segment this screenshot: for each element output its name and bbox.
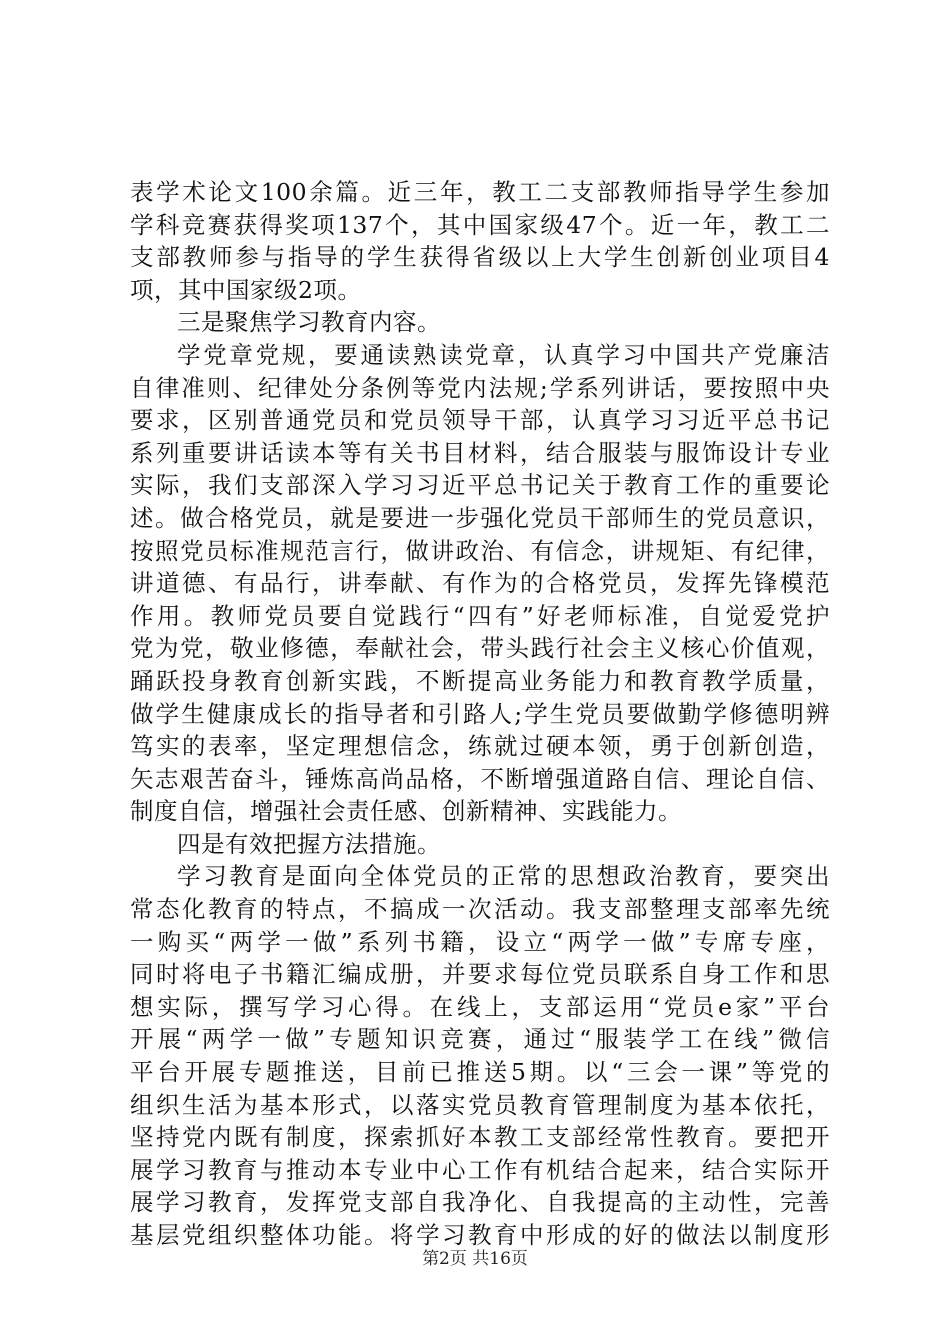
text-line: 系列重要讲话读本等有关书目材料，结合服装与服饰设计专业 [130,438,830,467]
text-line: 想实际，撰写学习心得。在线上，支部运用“党员e家”平台 [130,992,830,1021]
text-line: 项，其中国家级2项。 [130,275,362,304]
page-number: 第2页 共16页 [422,1249,528,1269]
text-line: 一购买“两学一做”系列书籍，设立“两学一做”专席专座， [130,927,830,956]
text-line: 支部教师参与指导的学生获得省级以上大学生创新创业项目4 [130,243,830,272]
text-line: 实际，我们支部深入学习习近平总书记关于教育工作的重要论 [130,471,830,500]
text-line: 按照党员标准规范言行，做讲政治、有信念，讲规矩、有纪律， [130,536,830,565]
text-line: 基层党组织整体功能。将学习教育中形成的好的做法以制度形 [130,1221,830,1249]
text-line: 学习教育是面向全体党员的正常的思想政治教育，要突出 [177,862,830,891]
text-line: 学科竞赛获得奖项137个，其中国家级47个。近一年，教工二 [130,210,830,239]
page-footer [0,1247,950,1271]
text-line: 讲道德、有品行，讲奉献、有作为的合格党员，发挥先锋模范 [130,569,830,598]
text-line: 要求，区别普通党员和党员领导干部，认真学习习近平总书记 [130,406,830,435]
text-line: 表学术论文100余篇。近三年，教工二支部教师指导学生参加 [130,178,830,206]
text-line: 平台开展专题推送，目前已推送5期。以“三会一课”等党的 [130,1058,830,1087]
text-line: 矢志艰苦奋斗，锤炼高尚品格，不断增强道路自信、理论自信、 [130,764,830,793]
text-line: 党为党，敬业修德，奉献社会，带头践行社会主义核心价值观， [130,634,830,663]
text-line: 述。做合格党员，就是要进一步强化党员干部师生的党员意识， [130,503,830,532]
text-line: 同时将电子书籍汇编成册，并要求每位党员联系自身工作和思 [130,960,830,989]
text-line: 做学生健康成长的指导者和引路人;学生党员要做勤学修德明辨 [130,699,830,728]
text-line: 学党章党规，要通读熟读党章，认真学习中国共产党廉洁 [177,340,830,369]
text-line: 自律准则、纪律处分条例等党内法规;学系列讲话，要按照中央 [130,373,830,402]
text-line: 展学习教育与推动本专业中心工作有机结合起来，结合实际开 [130,1155,830,1184]
text-line: 踊跃投身教育创新实践，不断提高业务能力和教育教学质量， [130,666,830,695]
text-line: 四是有效把握方法措施。 [177,829,441,858]
document-body [130,176,830,1252]
text-line: 制度自信，增强社会责任感、创新精神、实践能力。 [130,797,682,826]
text-line: 组织生活为基本形式，以落实党员教育管理制度为基本依托， [130,1090,830,1119]
text-line: 展学习教育，发挥党支部自我净化、自我提高的主动性，完善 [130,1188,830,1217]
text-line: 作用。教师党员要自觉践行“四有”好老师标准，自觉爱党护 [130,601,830,630]
text-line: 笃实的表率，坚定理想信念，练就过硬本领，勇于创新创造， [130,732,830,761]
text-line: 开展“两学一做”专题知识竞赛，通过“服装学工在线”微信 [130,1025,830,1054]
text-line: 三是聚焦学习教育内容。 [177,308,441,337]
text-line: 常态化教育的特点，不搞成一次活动。我支部整理支部率先统 [130,895,830,924]
text-line: 坚持党内既有制度，探索抓好本教工支部经常性教育。要把开 [130,1123,830,1152]
